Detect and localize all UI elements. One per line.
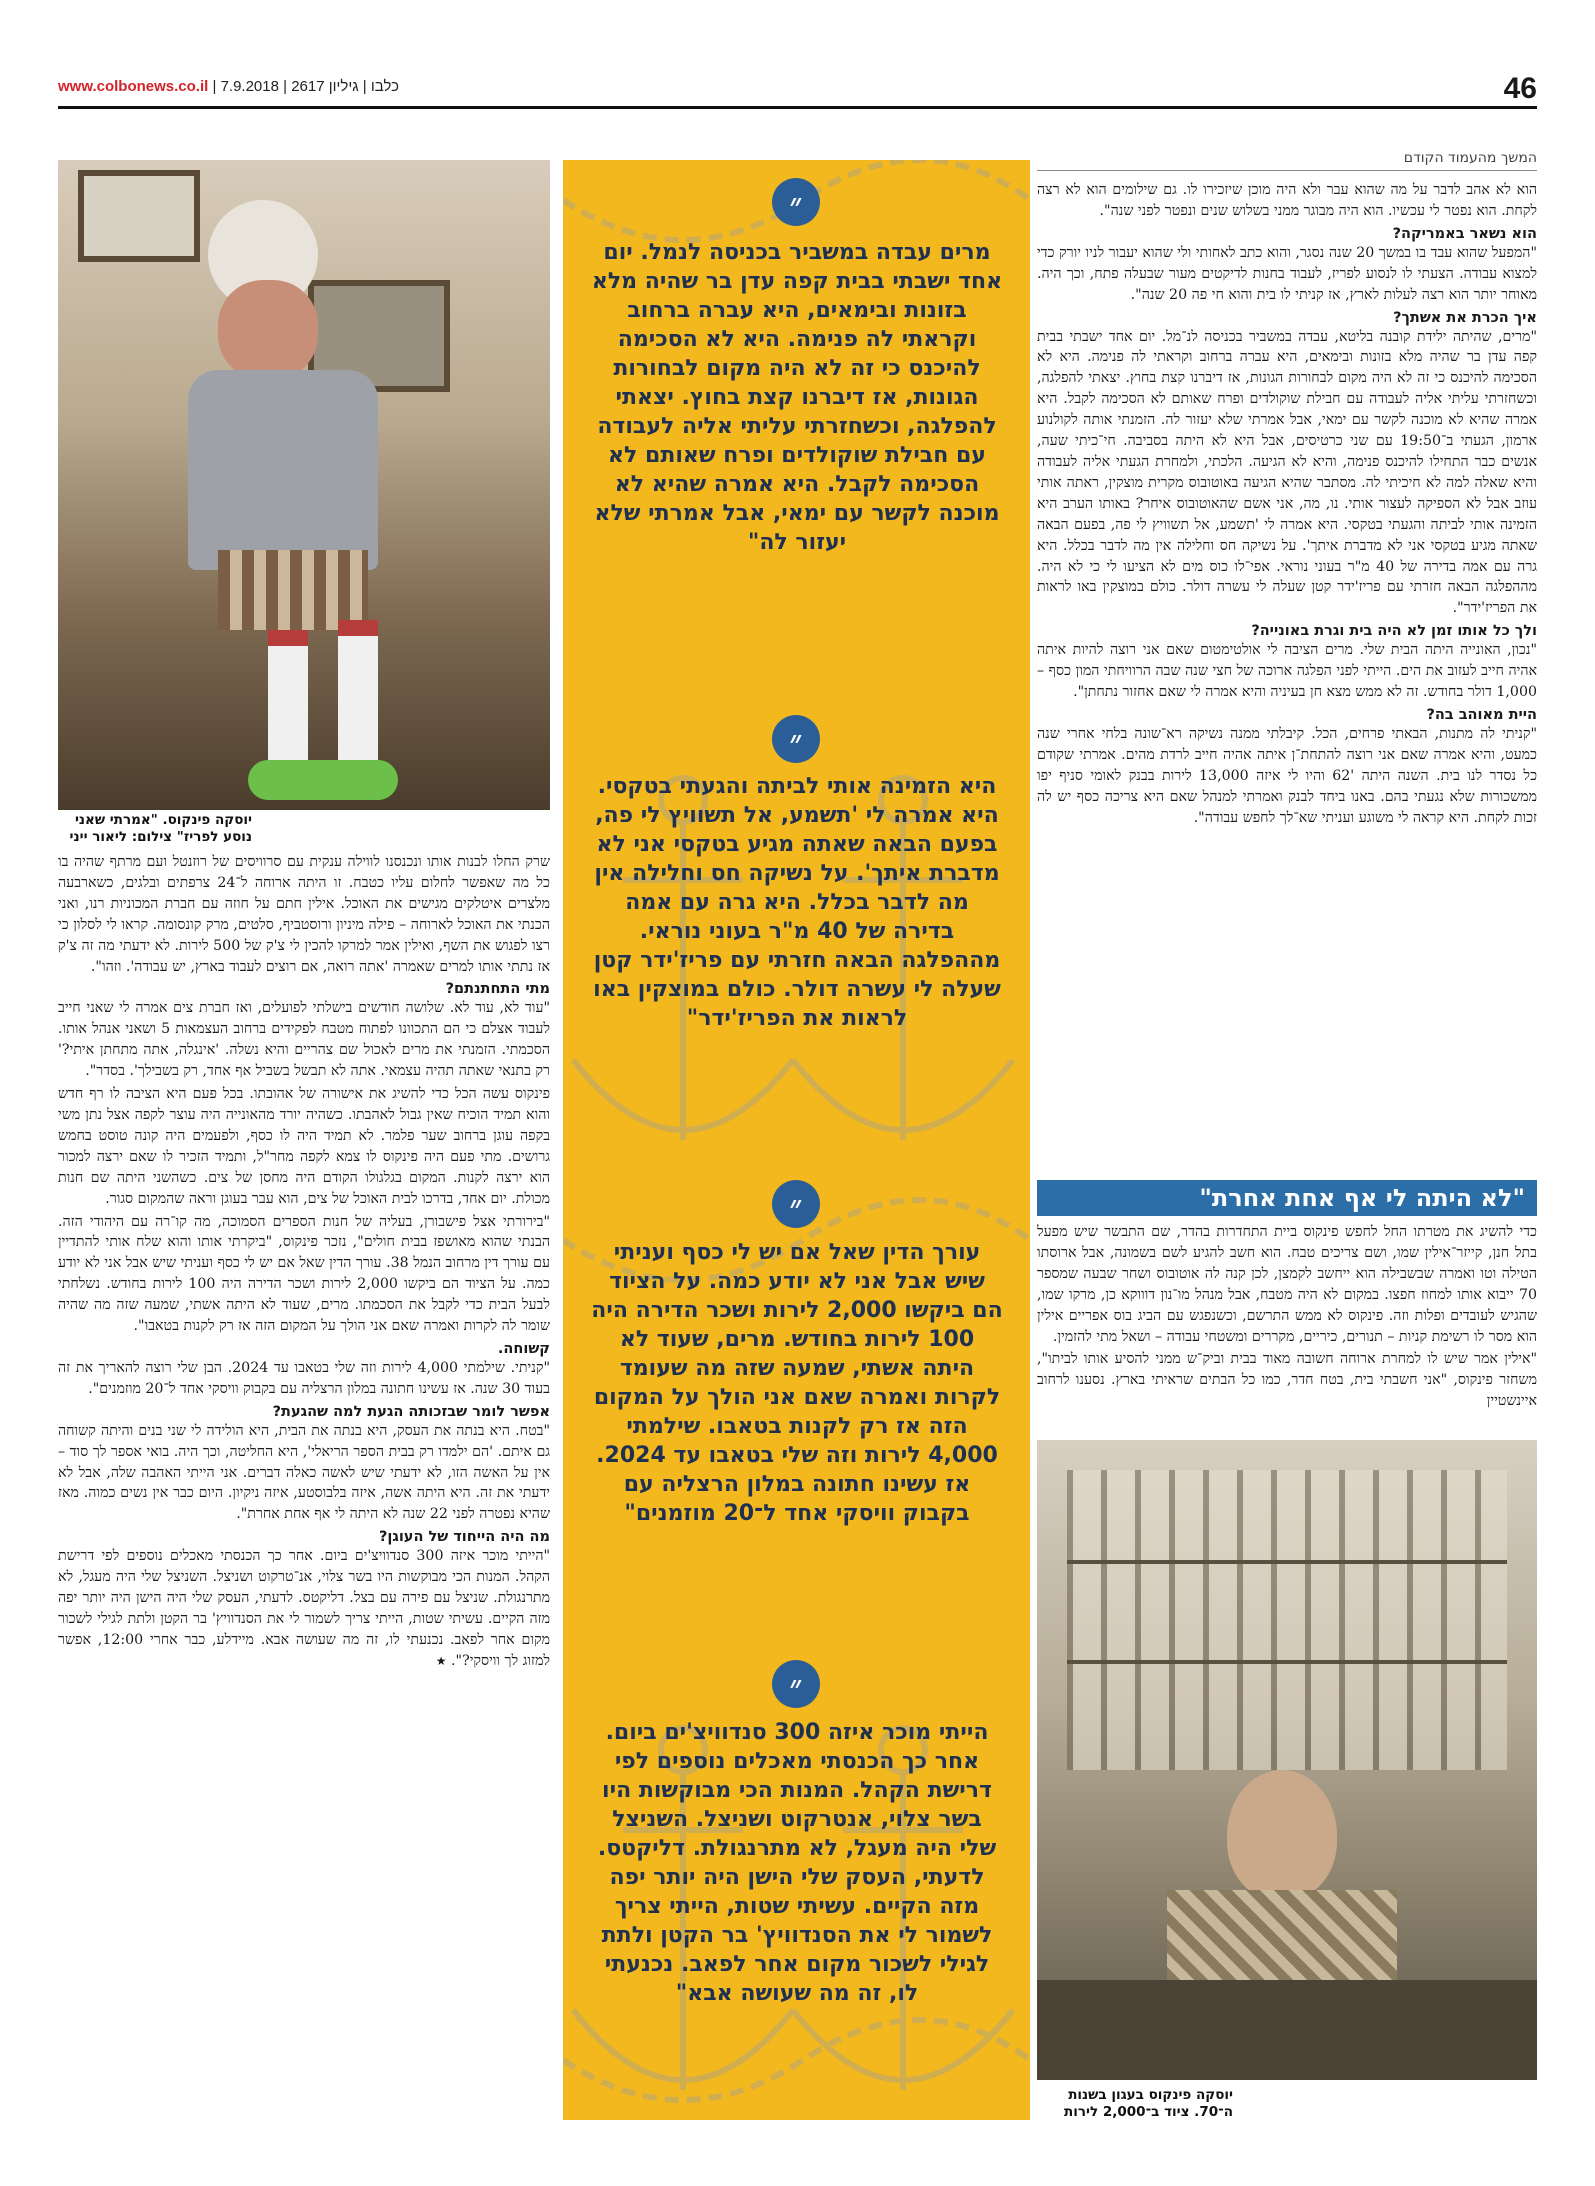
end-star-icon: ★ (435, 1653, 447, 1668)
masthead: www.colbonews.co.il | כלבו | גיליון 2617 | 7.9.2018 (58, 78, 399, 95)
left-column-text (58, 852, 550, 2122)
kilt-graphic (218, 550, 368, 630)
interview-question: קשוחה. (497, 1340, 550, 1357)
paragraph: "המפעל שהוא עבד בו במשך 20 שנה נסגר, והוא כתב לאחותי ולי שהוא יעבור לניו יורק כדי למצוא עבודה. הצעתי לו לנסוע לפריז, לעבוד בחנות לדיקטים מעור שבעלה פתח, וכך היה. מאוחר יותר הוא רצה לעלות לארץ, אז קניתי לו בית והוא חי פה 20 שנה". (1037, 244, 1537, 303)
gray-shirt-graphic (188, 370, 378, 570)
interview-question: ולך כל אותו זמן לא היה בית וגרת באונייה? (1251, 623, 1537, 640)
green-shoes-graphic (248, 760, 398, 800)
masthead-date: 7.9.2018 (220, 78, 279, 95)
portrait-caption: יוסקה פינקוס. "אמרתי שאני נוסע לפריז" צילום: ליאור ייני (58, 810, 256, 848)
pull-quote-2: היא הזמינה אותי לביתה והגעתי בטקסי. היא אמרה לי 'תשמע, אל תשוויץ לי פה, בפעם הבאה שאתה מגיע בטקסי אני לא מדברת איתך'. על נשיקה חס וחלילה אין מה לדבר בכלל. היא גרה עם אמה בדירה של 40 מ"ר בעוני נוראי. מההפלגה הבאה חזרתי עם פריז'ידר קטן שעלה לי עשרה דולר. כולם במוצקין באו לראות את הפריז'ידר" (593, 774, 1001, 1031)
header-rule (58, 106, 1537, 109)
interview-question: היית מאוהב בה? (1426, 706, 1537, 723)
quote-mark-icon: ״ (772, 1660, 820, 1708)
masthead-brand: כלבו (370, 78, 399, 95)
paragraph: "מרים, שהיתה ילידת קובנה בליטא, עבדה במשביר בכניסה לנ־מל. יום אחד ישבתי בבית קפה עדן בר שהיה מלא בזונות ובימאים, היא עברה ברחוב וקראתי לה פנימה. היא לא הסכימה להיכנס כי זה לא היה מקום לבחורות הגונות, אז דיברנו קצת בחוץ. יצאתי להפלגה, וכשחזרתי עליתי אליה לעבודה עם חבילת שוקולדים ופרח שאותם לא הסכימה לקבל. היא אמרה שהיא לא מוכנה לקשר עם ימאי, אבל אמרתי שלא יעזור לה. הזמנתי אותה לקולנוע ארמון, הגעתי ב־19:50 עם שני כרטיסים, אבל היא לא היתה בסביבה. חי־כיתי שעה, אנשים כבר התחילו להיכנס פנימה, והיא לא הגיעה. הלכתי, ולמחרת הגעתי אליה לעבודה והיא שאלה למה לא חיכיתי לה. מסתבר שהיא הגיעה באוטובוס מקרית מוצקין, ראתה אותי עוזב אבל לא הספיקה לעצור אותי. נו, מה, אני אשם שהאוטובוס איחר? באותו הערב היא הזמינה אותי לביתה והגעתי בטקסי. היא אמרה לי 'תשמע, אל תשוויץ לי פה, בפעם הבאה שאתה מגיע בטקסי אני לא מדברת איתך'. על נשיקה חס וחלילה אין מה לדבר בכלל. היא גרה עם אמה בדירה של 40 מ"ר בעוני נוראי. אפי־לו כוס מים לא הציעו לי כי לא היה. מההפלגה הבאה חזרתי עם פריז'ידר קטן שעלה לי עשרה דולר. כולם במוצקין באו לראות את הפריז'ידר". (1037, 328, 1537, 617)
paragraph: "קניתי לה מתנות, הבאתי פרחים, הכל. קיבלתי ממנה נשיקה רא־שונה בלחי אחרי שנה כמעט, והיא אמרה שאם אני רוצה להתחת־ן איתה אהיה חייב לרדת מהים. אמרתי שקודם כל נסדר לנו בית. השנה היתה '62 והיו לי איזה 13,000 לירות בבנק לאומי סניף יפו ממשכורות שלא נגעתי בהם. באנו ביחד לבנק ואמרתי למנהל שאם היא צריכה כסף יש לה זכות לקחת. היא קראה לי משוגע ועניתי שא־לך לחפש עבודה". (1037, 725, 1537, 826)
paragraph (58, 1546, 550, 1671)
paragraph: הוא לא אהב לדבר על מה שהוא עבר ולא היה מוכן שיזכירו לו. גם שילומים הוא לא רצה לקחת. הוא נפטר לי עכשיו. הוא היה מבוגר ממני בשלוש שנים ונפטר לפני שנה". (1037, 182, 1537, 219)
paragraph: כדי להשיג את מטרתו החל לחפש פינקוס ביית התחדרות בהדר, שם התבשר שיש מפעל בתל חנן, קייזר־אילין שמו, ושם צריכים טבח. הוא חשב להגיע לשם בשמונה, אבל ארוסתו הטילה וטו ואמרה שבשבילה הוא ייחשב לקמצן, לכן קנה לה אוטובוס ושחר שבעה שמספר 70 ייבוא אותו למחוז חפצו. במקום לא היה מטבח, אבל מנהל מו־נון דוווקא כן, מרקו שמו, שהגיש לעובדים ופלות וזה. פינקוס לא ממש התרשם, וכשנפגש עם הביג בוס אפריים אילין הוא מסר לו רשימת קניות – תנורים, כיריים, מקררים ומשטחי עבודה – ושאל מתי להזמין. (1037, 1224, 1537, 1345)
quote-mark-icon: ״ (772, 178, 820, 226)
shelf-line (1067, 1560, 1507, 1564)
right-column-text (1037, 180, 1537, 1175)
paragraph: "בירורתי אצל פישבורן, בעליה של חנות הספרים הסמוכה, מה קו־רה עם היהודי הזה. הבנתי שהוא מאושפז בבית חולים", נזכר פינקוס, "ביקרתי אותו והוא שלח אותי להתדיין עם עורך דין מרחוב הנמל 38. עורך הדין שאל אם יש לי כסף ועניתי שיש אבל אני לא יודע כמה. על הציוד הם ביקשו 2,000 לירות ושכר הדירה היה 100 לירות בחודש. נשלחתי לבעל הבית כדי לקבל את הסכמתו. מרים, שעוד לא היתה אשתי, שמעה שזה מה שהיה שומר לה לקרות ואמרה שאם אני הולך על המקום הזה אז רק לקנות בטאבו". (58, 1213, 550, 1335)
counter-graphic (1037, 1980, 1537, 2080)
interview-question: אפשר לומר שבזכותה הגעת למה שהגעת? (272, 1403, 550, 1420)
interview-question: הוא נשאר באמריקה? (1392, 225, 1537, 242)
paragraph: שרק החלו לבנות אותו ונכנסנו לווילה ענקית עם סרוויסים של רוזנטל ועם מרתף שהיה בו כל מה שאפשר לחלום עליו כטבח. זו היתה ארוחה ל־24 צרפתים ובלגים, כשארבעה מלצרים איטלקים מגישים את האוכל. אילין חתם על חוזה עם חברת המכוניות רנו, ואני הכנתי את האוכל לארוחה – פילה מיניון ורוסטביף, סלטים, מרק קונסומה. קראו לי לסלון כי רצו לפגוש את השף, ואילין אמר למרקו להכין לי צ'ק של 500 לירות. לא ידעתי מה זה צ'ק אז נתתי אותו למרים שאמרה 'אתה רואה, אם רוצים לעבוד בארץ, יש עבודה'. וזהו". (58, 854, 550, 975)
quote-mark-icon: ״ (772, 1180, 820, 1228)
pull-quote-panel (563, 160, 1030, 2120)
store-photo-caption: יוסקה פינקוס בעגון בשנות ה־70. ציוד ב־2,000 לירות (1029, 2085, 1237, 2123)
paragraph: פינקוס עשה הכל כדי להשיג את אישורה של אהובתו. בכל פעם היא הציבה לו רף חדש והוא תמיד הוכיח שאין גבול לאהבתו. כשהיה יורד מהאונייה היה עוצר לקפה אצל נתן משי בקפה עוגן ברחוב שער פלמר. לא תמיד היה לו כסף, ולפעמים היה קונה טוסט בחמש גרושים. מתי פעם היה פינקוס לו צמא לקפה מחר"ל, ותמיד הזכיר לו שאם ירצה למכור הוא ירצה לקנות. המקום בגלגולו הקודם היה מחסן של צים. כשהשני היתה שם חנות מכולת. יום אחד, בדרכו לבית האוכל של צים, הוא עבר בעוגן וראה שהמקום סגור. (58, 1086, 550, 1207)
interview-question: איך הכרת את אשתך? (1393, 309, 1537, 326)
shelf-line (1067, 1660, 1507, 1664)
store-photo (1037, 1440, 1537, 2080)
pull-quote-1: מרים עבדה במשביר בכניסה לנמל. יום אחד ישבתי בבית קפה עדן בר שהיה מלא בזונות ובימאים, היא עברה ברחוב וקראתי לה פנימה. היא לא הסכימה להיכנס כי זה לא היה מקום לבחורות הגונות, אז דיברנו קצת בחוץ. יצאתי להפלגה, וכשחזרתי עליתי אליה לעבודה עם חבילת שוקולדים ופרח שאותם לא הסכימה לקבל. היא אמרה שהיא לא מוכנה לקשר עם ימאי, אבל אמרתי שלא יעזור לה" (591, 240, 1003, 555)
interview-question: מה היה הייחוד של העוגן? (378, 1529, 550, 1546)
quote-mark-icon: ״ (772, 715, 820, 763)
pull-quote-4: הייתי מוכר איזה 300 סנדוויצ'ים ביום. אחר כך הכנסתי מאכלים נוספים לפי דרישת הקהל. המנות הכי מבוקשות היו בשר צלוי, אנטרקוט ושניצל. השניצל שלי היה מעגל, לא מתרנגולת. דליקטס. לדעתי, העסק שלי הישן היה יותר יפה מזה הקיים. עשיתי שטות, הייתי צריך לשמור לי את הסנדוויץ' בר הקטן ולתת לגילי לשכור מקום אחר לפאב. נכנעתי לו, זה מה שעושה אבא" (597, 1720, 997, 2006)
paragraph: "עוד לא, עוד לא. שלושה חודשים בישלתי לפועלים, ואז חברת צים אמרה לי שאני חייב לעבוד אצלם כי הם התכוונו לפתוח מטבח לפקידים ברחוב העצמאות 5 ושאני אנהל אותו. הסכמתי. הזמנתי את מרים לאכול שם צהריים והיא נשלה. 'אינגלה, אתה מתחתן איתי?' רק בתנאי שאתה תהיה עצמאי. אתה לא תבשל בשביל אף אחד, רק בשבילך'. בסדר". (58, 1000, 550, 1080)
paragraph: "בטח. היא בנתה את העסק, היא בנתה את הבית, היא הולידה לי שני בנים והיתה קשוחה גם איתם. 'הם ילמדו רק בבית הספר הריאלי', היא החליטה, וכך היה. בואי אספר לך סוד – אין על האשה הזו, לא ידעתי שיש לאשה כאלה דברים. אני הייתי האהבה שלה, אבל לא ידעתי את זה. היא היתה אשה, איזה בלבוסטע, איזה ניקיון. היום כבר אין נשים כמוה. מאז שהיא נפטרה לפני 22 שנה לא היתה לי אף אחת אחרת". (58, 1422, 550, 1523)
continued-label: המשך מהעמוד הקודם (1037, 150, 1537, 171)
paragraph: "נכון, האונייה היתה הבית שלי. מרים הציבה לי אולטימטום שאם אני רוצה להיות איתה אהיה חייב לעזוב את הים. הייתי לפני הפלגה ארוכה של חצי שנה שבה הרוויחתי המון כסף – 1,000 דולר בחודש. זה לא ממש מצא חן בעיניה והיא אמרה לי שאם אחזור נתחתן". (1037, 642, 1537, 701)
pull-quote-3: עורך הדין שאל אם יש לי כסף ועניתי שיש אבל אני לא יודע כמה. על הציוד הם ביקשו 2,000 לירות ושכר הדירה היה 100 לירות בחודש. מרים, שעוד לא היתה אשתי, שמעה שזה מה שעומד לקרות ואמרה שאם אני הולך על המקום הזה אז רק לקנות בטאבו. שילמתי 4,000 לירות וזה שלי בטאבו עד 2024. אז עשינו חתונה במלון הרצליה עם בקבוק וויסקי אחד ל־20 מוזמנים" (591, 1240, 1003, 1526)
interview-question: מתי התחתנתם? (445, 981, 550, 998)
paragraph: "אילין אמר שיש לו למחרת ארוחה חשובה מאוד בבית וביק־ש ממני להסיע אותו לביתו", משחזר פינקוס, "אני חשבתי בית, בטח חדר, כמו כל הבתים שראיתי בארץ. נסענו לרחוב איינשטיין (1037, 1351, 1537, 1410)
shelves-graphic (1067, 1470, 1507, 1770)
man-head-graphic (1227, 1770, 1337, 1900)
wall-frame-graphic (78, 170, 200, 262)
section-subhead: "לא היתה לי אף אחת אחרת" (1037, 1180, 1537, 1216)
masthead-url[interactable]: www.colbonews.co.il (58, 78, 209, 95)
man-face-graphic (218, 280, 318, 380)
portrait-photo (58, 160, 550, 810)
paragraph: "קניתי. שילמתי 4,000 לירות וזה שלי בטאבו עד 2024. הבן שלי רוצה להאריך את זה בעוד 30 שנה. אז עשינו חתונה במלון הרצליה עם בקבוק וויסקי אחד ל־20 מוזמנים". (58, 1359, 550, 1397)
right-lower-text (1037, 1222, 1537, 1430)
page-number: 46 (1503, 72, 1537, 105)
paragraph-text: "הייתי מוכר איזה 300 סנדוויצ'ים ביום. אחר כך הכנסתי מאכלים נוספים לפי דרישת הקהל. המנות הכי מבוקשות היו בשר צלוי, אנ־טרקוט ושניצל. השניצל שלי היה מעגל, לא מתרנגולת. שניצל עם פירה עם בצל. דליקטס. לדעתי, העסק שלי היה הישן היה יותר יפה מזה הקיים. עשיתי שטות, הייתי צריך לשמור לי את הסנדוויץ' בר הקטן ולתת לגילי לשכור מקום אחר לפאב. נכנעתי לו, זה מה שעושה אבא. מיידלע, כבר אחרי 12:00, אפשר למזוג לך וויסקי?". (58, 1548, 550, 1669)
masthead-issue: גיליון 2617 (291, 78, 359, 95)
